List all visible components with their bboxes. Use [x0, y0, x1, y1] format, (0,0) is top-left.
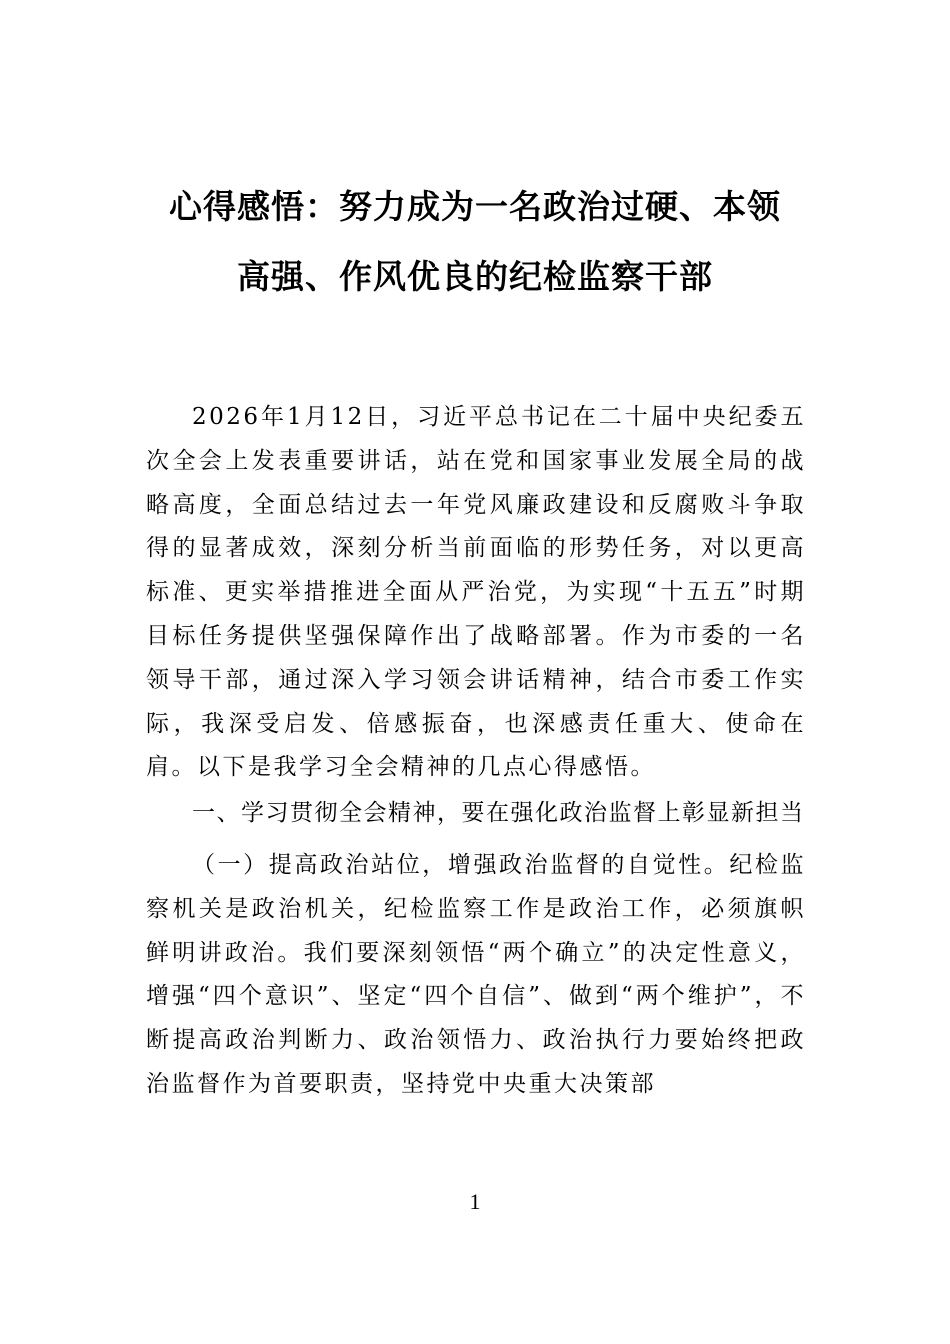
title-line-1: 心得感悟：努力成为一名政治过硬、本领 — [169, 187, 781, 226]
section-heading-1: 一、学习贯彻全会精神，要在强化政治监督上彰显新担当 — [192, 800, 805, 827]
title-line-2: 高强、作风优良的纪检监察干部 — [237, 257, 713, 296]
page-number: 1 — [469, 1189, 481, 1214]
document-title — [140, 172, 810, 312]
document-body — [146, 396, 806, 1107]
intro-paragraph: 2026年1月12日，习近平总书记在二十届中央纪委五次全会上发表重要讲话，站在党和国家事业发展全局的战略高度，全面总结过去一年党风廉政建设和反腐败斗争取得的显著成效，深刻分析当前面临的形势任务，对以更高标准、更实举措推进全面从严治党，为实现“十五五”时期目标任务提供坚强保障作出了战略部署。作为市委的一名领导干部，通过深入学习领会讲话精神，结合市委工作实际，我深受启发、倍感振奋，也深感责任重大、使命在肩。以下是我学习全会精神的几点心得感悟。 — [146, 404, 806, 781]
subsection-paragraph-1: （一）提高政治站位，增强政治监督的自觉性。纪检监察机关是政治机关，纪检监察工作是政治工作，必须旗帜鲜明讲政治。我们要深刻领悟“两个确立”的决定性意义，增强“四个意识”、坚定“四个自信”、做到“两个维护”，不断提高政治判断力、政治领悟力、政治执行力要始终把政治监督作为首要职责，坚持党中央重大决策部 — [146, 851, 806, 1097]
